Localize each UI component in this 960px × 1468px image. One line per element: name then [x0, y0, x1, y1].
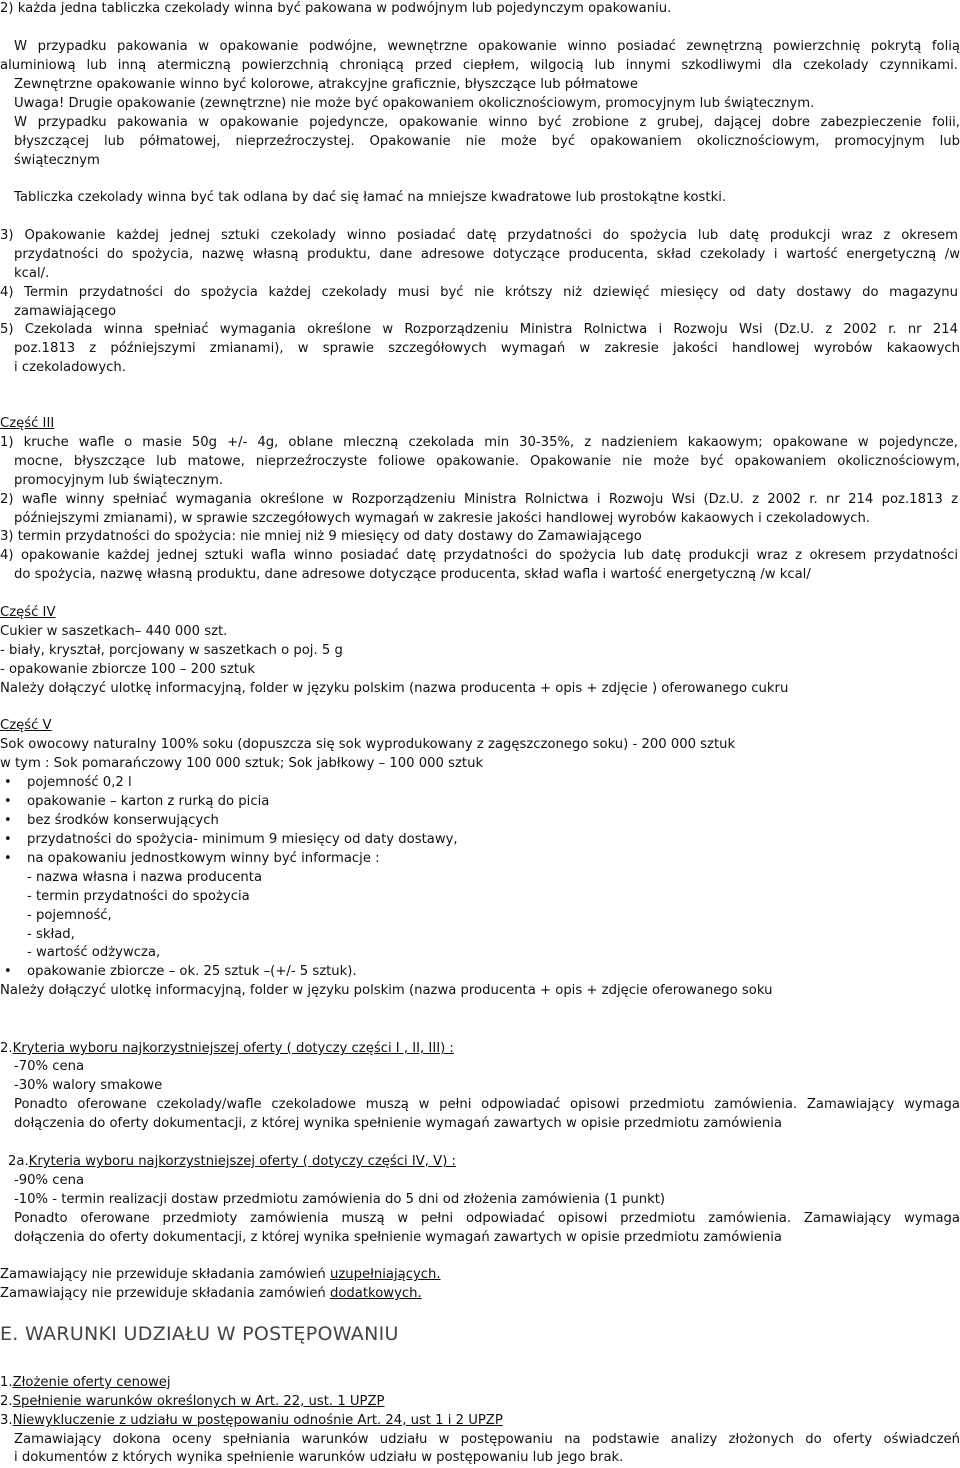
text-line: -70% cena [14, 1059, 85, 1074]
text-line: dołączenia do oferty dokumentacji, z której wynika spełnienie wymagań zawartych w opisie przedmiotu zamówienia [14, 1230, 782, 1245]
sub-list-item: - skład, [27, 927, 75, 942]
text-line: -90% cena [14, 1173, 85, 1188]
text-line: -30% walory smakowe [14, 1078, 163, 1093]
text-fragment-underlined: dodatkowych. [329, 1286, 422, 1301]
text-line: mocne, błyszczące lub matowe, nieprzeźroczyste foliowe opakowanie. Opakowanie nie może być opakowaniem okolicznościowym, [14, 454, 960, 469]
sub-list-item: - pojemność, [27, 908, 112, 923]
section-heading-part-3: Część III [0, 416, 55, 431]
text-line: -10% - termin realizacji dostaw przedmiotu zamówienia do 5 dni od złożenia zamówienia (1 punkt) [14, 1192, 666, 1207]
numbered-item [0, 1412, 503, 1431]
text-line: aluminiową lub inną atermiczną powierzchnią chroniącą przed ciepłem, wilgocią lub innymi szkodliwymi dla czekolady czynnikami. [0, 58, 958, 73]
text-line: Tabliczka czekolady winna być tak odlana by dać się łamać na mniejsze kwadratowe lub prostokątne kostki. [14, 190, 727, 205]
text-line: dołączenia do oferty dokumentacji, z której wynika spełnienie wymagań zawartych w opisie przedmiotu zamówienia [14, 1116, 782, 1131]
text-line: późniejszymi zmianami), w sprawie szczegółowych wymagań w zakresie jakości handlowej wyrobów kakaowych i czekoladowych. [14, 511, 871, 526]
item-number: 1. [0, 1375, 13, 1390]
text-line: - biały, kryształ, porcjowany w saszetkach o poj. 5 g [0, 643, 343, 658]
text-fragment-underlined: uzupełniających. [329, 1267, 441, 1282]
text-line: Zewnętrzne opakowanie winno być kolorowe, atrakcyjne graficznie, błyszczące lub półmatowe [14, 77, 639, 92]
numbered-item [0, 1393, 385, 1412]
text-line: 1) kruche wafle o masie 50g +/- 4g, oblane mleczną czekolada min 30-35%, z nadzieniem kakaowym; opakowane w pojedyncze, [0, 435, 958, 450]
numbered-item [0, 1374, 171, 1393]
text-line: W przypadku pakowania w opakowanie podwójne, wewnętrzne opakowanie winno posiadać zewnętrzną powierzchnię pokrytą folią [14, 39, 960, 54]
text-line: 2) wafle winny spełniać wymagania określone w Rozporządzeniu Ministra Rolnictwa i Rozwoju Wsi (Dz.U. z 2002 r. nr 214 poz.1813 z [0, 492, 958, 507]
list-item-text: opakowanie zbiorcze – ok. 25 sztuk –(+/- 5 sztuk). [27, 964, 357, 979]
text-line: Sok owocowy naturalny 100% soku (dopuszcza się sok wyprodukowany z zagęszczonego soku) - 200 000 sztuk [0, 737, 736, 752]
text-line: 3) termin przydatności do spożycia: nie mniej niż 9 miesięcy od daty dostawy do Zamawiającego [0, 529, 642, 544]
item-text: Spełnienie warunków określonych w Art. 22, ust. 1 UPZP [12, 1394, 385, 1409]
text-line: Ponadto oferowane czekolady/wafle czekoladowe muszą w pełni odpowiadać opisowi przedmiotu zamówienia. Zamawiający wymaga [14, 1097, 960, 1112]
list-item-text: bez środków konserwujących [27, 813, 219, 828]
text-line: 4) Termin przydatności do spożycia każdej czekolady musi być nie krótszy niż dziewięć miesięcy od daty dostawy do magazynu [0, 285, 958, 300]
text-line: kcal/. [14, 266, 50, 281]
text-line: i dokumentów z których wynika spełnienie warunków udziału w postępowaniu lub jego brak. [14, 1450, 624, 1465]
list-item-text: na opakowaniu jednostkowym winny być informacje : [27, 851, 380, 866]
item-number: 3. [0, 1413, 13, 1428]
item-text: Złożenie oferty cenowej [12, 1375, 171, 1390]
sub-list-item: - nazwa własna i nazwa producenta [27, 870, 263, 885]
text-fragment: Zamawiający nie przewiduje składania zamówień [0, 1286, 330, 1301]
text-line: 3) Opakowanie każdej jednej sztuki czekolady winno posiadać datę przydatności do spożycia lub datę produkcji wraz z okresem [0, 228, 958, 243]
text-line: Należy dołączyć ulotkę informacyjną, folder w języku polskim (nazwa producenta + opis + zdjęcie oferowanego soku [0, 983, 773, 998]
bullet-icon: • [4, 851, 12, 866]
list-item-text: pojemność 0,2 l [27, 775, 132, 790]
text-line: Cukier w saszetkach– 440 000 szt. [0, 624, 228, 639]
text-line: i czekoladowych. [14, 360, 126, 375]
text-fragment: Zamawiający nie przewiduje składania zamówień [0, 1267, 330, 1282]
text-line: W przypadku pakowania w opakowanie pojedyncze, opakowanie winno być zrobione z grubej, dającej dobre zabezpieczenie folii, [14, 115, 960, 130]
text-line: 4) opakowanie każdej jednej sztuki wafla winno posiadać datę przydatności do spożycia lub datę produkcji wraz z okresem przydatności [0, 548, 958, 563]
bullet-icon: • [4, 813, 12, 828]
section-heading-part-5: Część V [0, 718, 52, 733]
criteria-title: Kryteria wyboru najkorzystniejszej oferty ( dotyczy części IV, V) : [28, 1154, 456, 1169]
bullet-icon: • [4, 775, 12, 790]
text-line: zamawiającego [14, 304, 117, 319]
criteria-heading-2a [8, 1153, 456, 1172]
sub-list-item: - wartość odżywcza, [27, 945, 161, 960]
item-text: Niewykluczenie z udziału w postępowaniu odnośnie Art. 24, ust 1 i 2 UPZP [12, 1413, 503, 1428]
text-line: Należy dołączyć ulotkę informacyjną, folder w języku polskim (nazwa producenta + opis + zdjęcie ) oferowanego cukru [0, 681, 789, 696]
text-line: świątecznym [14, 153, 100, 168]
bullet-icon: • [4, 832, 12, 847]
section-heading-e: E. WARUNKI UDZIAŁU W POSTĘPOWANIU [0, 1323, 399, 1345]
sub-list-item: - termin przydatności do spożycia [27, 889, 250, 904]
list-item-text: opakowanie – karton z rurką do picia [27, 794, 270, 809]
text-line [0, 1285, 422, 1304]
text-line: poz.1813 z późniejszymi zmianami), w sprawie szczegółowych wymagań w zakresie jakości handlowej wyrobów kakaowych [14, 341, 960, 356]
text-line: do spożycia, nazwę własną produktu, dane adresowe dotyczące producenta, skład wafla i wartość energetyczną /w kcal/ [14, 567, 811, 582]
item-number: 2. [0, 1394, 13, 1409]
criteria-heading-1 [0, 1040, 454, 1059]
bullet-icon: • [4, 964, 12, 979]
text-line: przydatności do spożycia, nazwę własną produktu, dane adresowe dotyczące producenta, skład czekolady i wartość energetyczną /w [14, 247, 960, 262]
criteria-number: 2. [0, 1041, 13, 1056]
bullet-icon: • [4, 794, 12, 809]
list-item-text: przydatności do spożycia- minimum 9 miesięcy od daty dostawy, [27, 832, 458, 847]
text-line: Uwaga! Drugie opakowanie (zewnętrzne) nie może być opakowaniem okolicznościowym, promocyjnym lub świątecznym. [14, 96, 815, 111]
text-line [0, 1266, 441, 1285]
text-line: błyszczącej lub półmatowej, nieprzeźroczystej. Opakowanie nie może być opakowaniem okolicznościowym, promocyjnym lub [14, 134, 960, 149]
criteria-title: Kryteria wyboru najkorzystniejszej oferty ( dotyczy części I , II, III) : [12, 1041, 454, 1056]
criteria-number: 2a. [8, 1154, 29, 1169]
text-line: 5) Czekolada winna spełniać wymagania określone w Rozporządzeniu Ministra Rolnictwa i Rozwoju Wsi (Dz.U. z 2002 r. nr 214 [0, 322, 958, 337]
text-line: - opakowanie zbiorcze 100 – 200 sztuk [0, 662, 256, 677]
text-line: Ponadto oferowane przedmioty zamówienia muszą w pełni odpowiadać opisowi przedmiotu zamówienia. Zamawiający wymaga [14, 1211, 960, 1226]
text-line: 2) każda jedna tabliczka czekolady winna być pakowana w podwójnym lub pojedynczym opakowaniu. [0, 1, 672, 16]
text-line: promocyjnym lub świątecznym. [14, 473, 224, 488]
text-line: w tym : Sok pomarańczowy 100 000 sztuk; Sok jabłkowy – 100 000 sztuk [0, 756, 484, 771]
section-heading-part-4: Część IV [0, 605, 56, 620]
text-line: Zamawiający dokona oceny spełniania warunków udziału w postępowaniu na podstawie analizy złożonych do oferty oświadczeń [14, 1432, 960, 1447]
